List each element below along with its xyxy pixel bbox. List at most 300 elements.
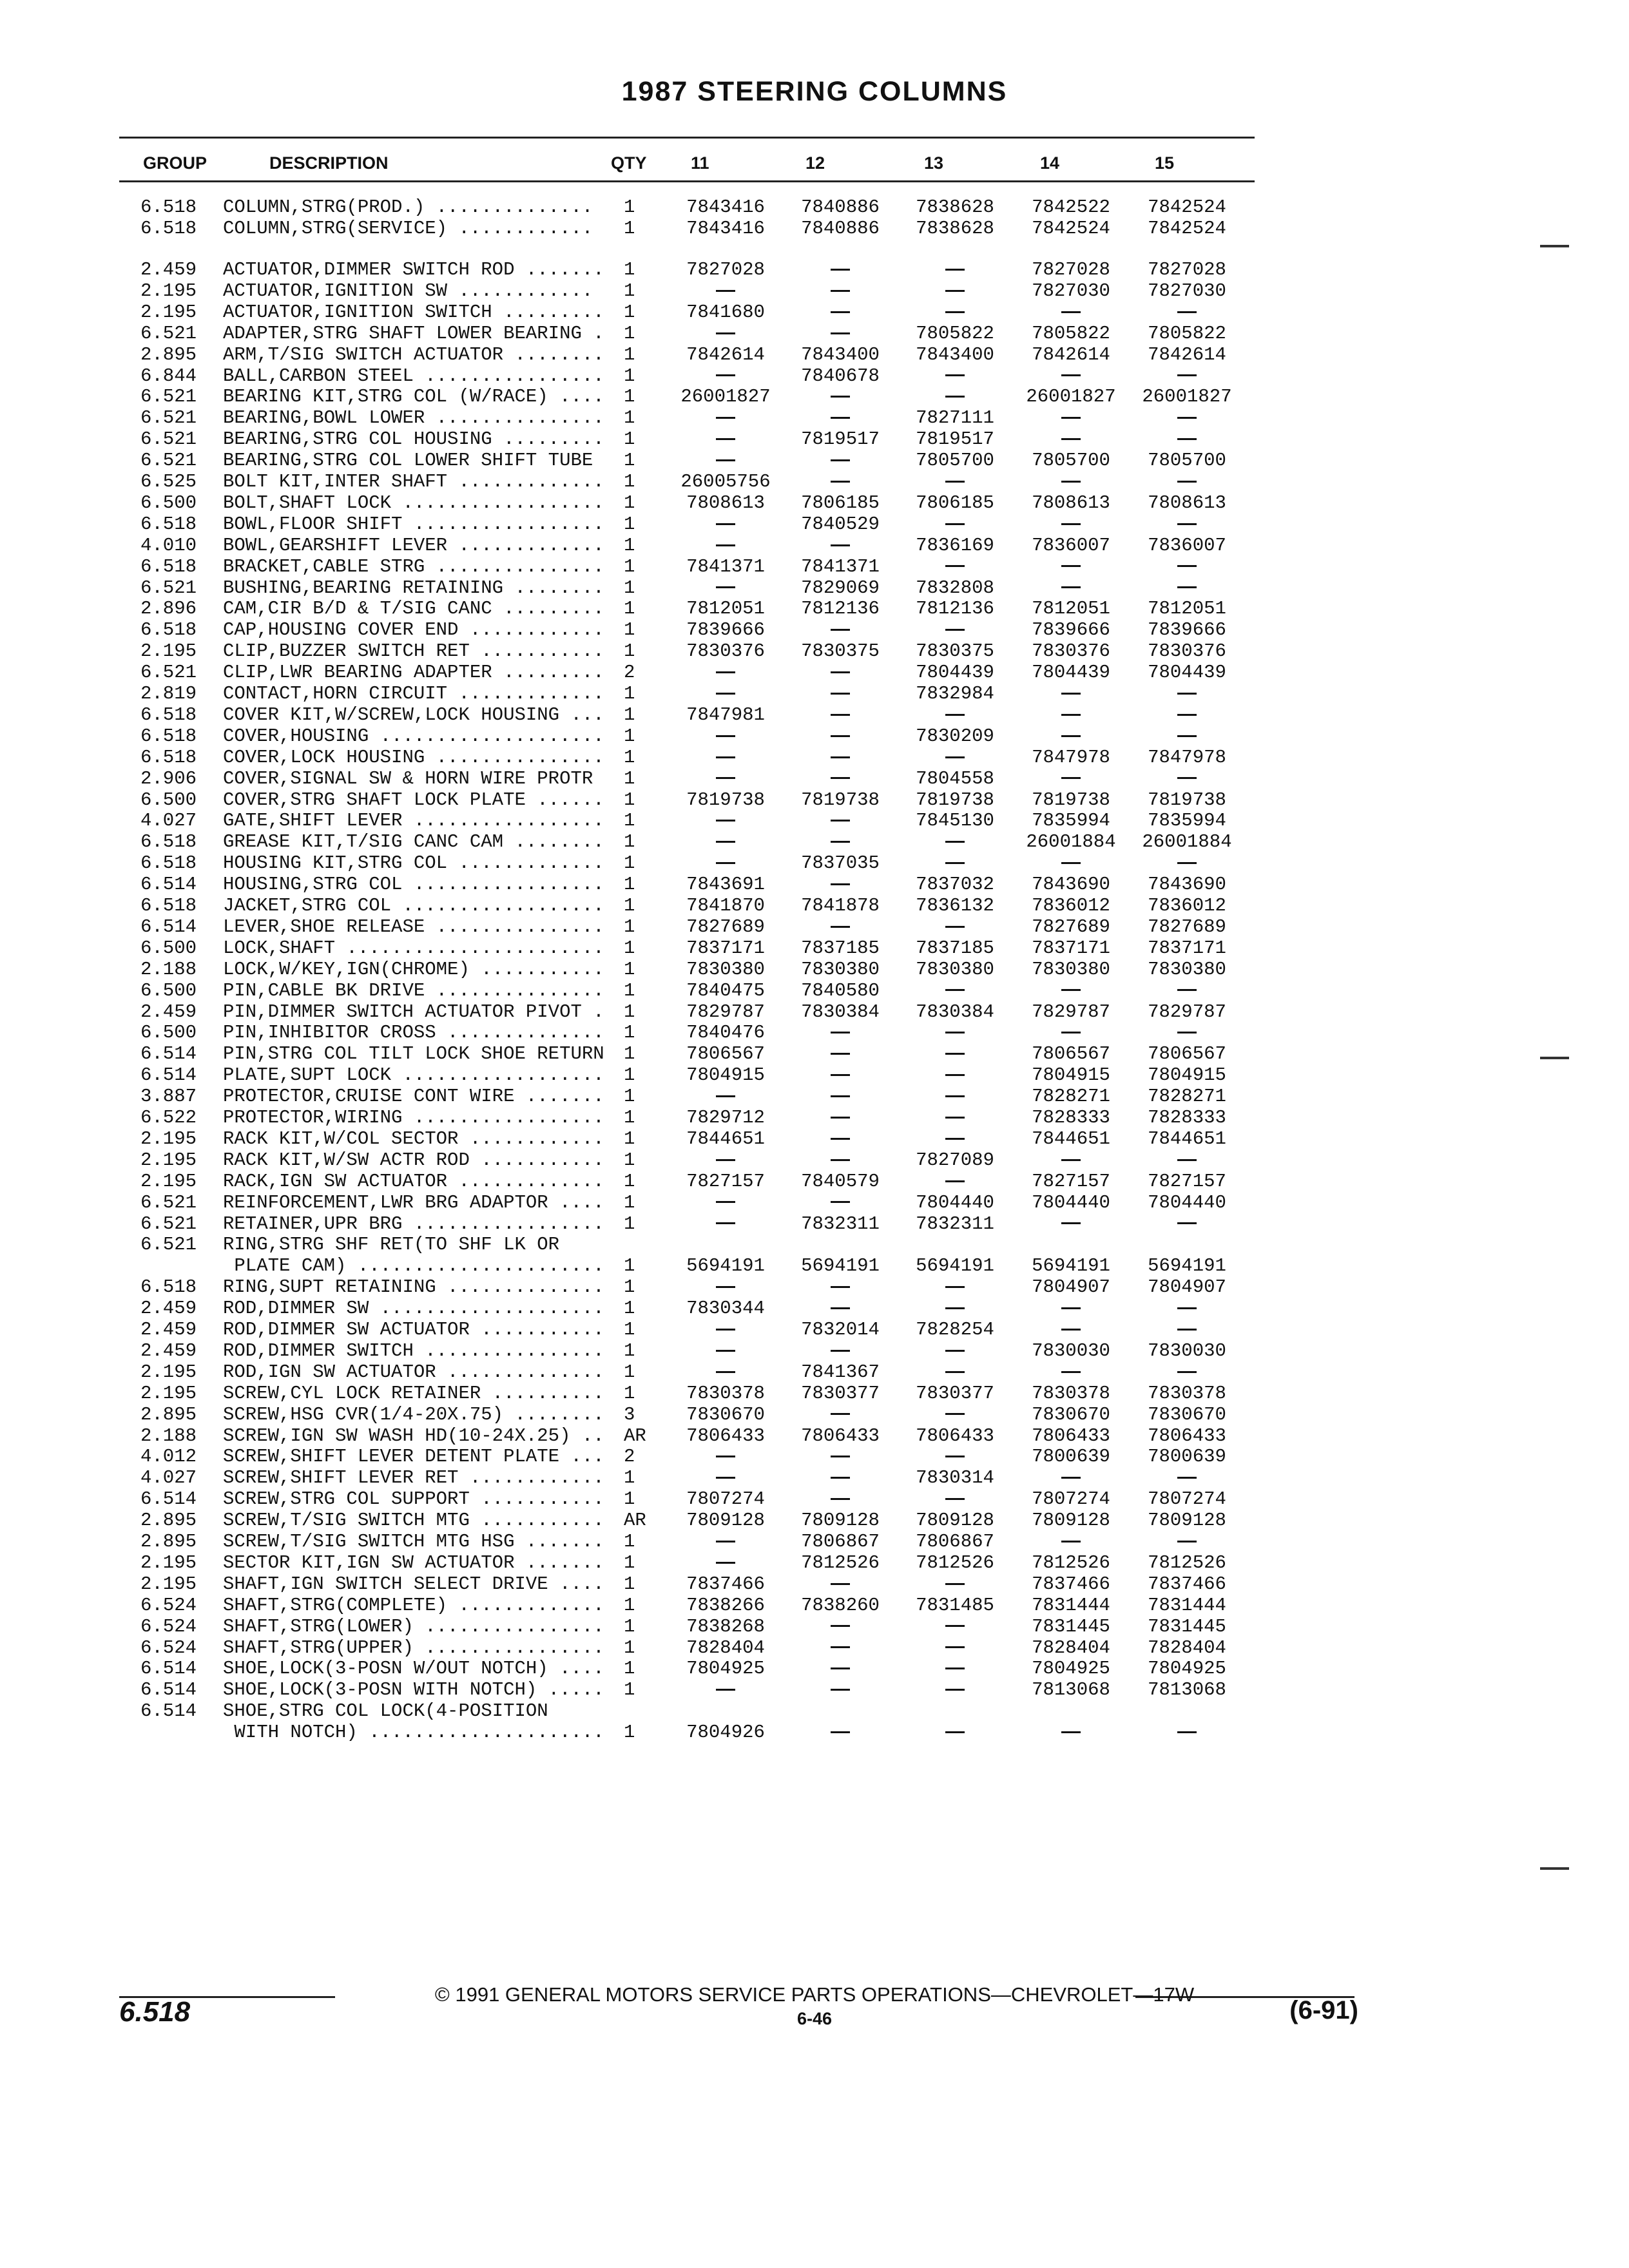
header-col-15: 15 xyxy=(1155,153,1175,173)
group-code: 6.500 xyxy=(140,937,197,959)
not-applicable-dash xyxy=(668,662,784,683)
part-number-col-11: 7843416 xyxy=(686,197,765,218)
quantity: 1 xyxy=(624,1615,635,1637)
not-applicable-dash xyxy=(897,1086,1013,1107)
group-code: 6.521 xyxy=(140,1213,197,1235)
part-number-col-14: 7830376 xyxy=(1032,640,1110,662)
not-applicable-dash xyxy=(897,852,1013,874)
group-code: 4.027 xyxy=(140,1467,197,1489)
part-number-col-13: 7830209 xyxy=(916,725,994,747)
dash-mark xyxy=(1177,777,1197,779)
table-row xyxy=(0,662,1629,683)
dash-mark xyxy=(945,1646,965,1648)
part-description: COLUMN,STRG(SERVICE) ............ xyxy=(223,217,593,239)
table-row xyxy=(0,810,1629,831)
part-number-col-13: 7804439 xyxy=(916,662,994,684)
table-row xyxy=(0,768,1629,789)
table-row xyxy=(0,1149,1629,1171)
part-description: ACTUATOR,IGNITION SW ............ xyxy=(223,280,593,302)
part-number-col-12: 7840886 xyxy=(801,197,880,218)
not-applicable-dash xyxy=(897,1340,1013,1361)
table-row xyxy=(0,895,1629,916)
dash-mark xyxy=(831,1646,850,1648)
not-applicable-dash xyxy=(668,1086,784,1107)
part-number-col-15: 26001884 xyxy=(1142,831,1232,853)
table-row xyxy=(0,640,1629,662)
part-description: BEARING,BOWL LOWER ............... xyxy=(223,407,604,429)
not-applicable-dash xyxy=(897,980,1013,1001)
part-number-col-12: 7838260 xyxy=(801,1594,880,1616)
dash-mark xyxy=(945,1180,965,1182)
quantity: 1 xyxy=(624,1531,635,1553)
quantity: 1 xyxy=(624,428,635,450)
group-code: 6.514 xyxy=(140,916,197,937)
table-row xyxy=(0,1043,1629,1064)
quantity: 1 xyxy=(624,640,635,662)
part-description: PIN,CABLE BK DRIVE ............... xyxy=(223,979,604,1001)
not-applicable-dash xyxy=(897,386,1013,407)
part-number-col-13: 7843400 xyxy=(916,343,994,365)
part-description: PIN,INHIBITOR CROSS .............. xyxy=(223,1022,604,1044)
part-number-col-11: 7842614 xyxy=(686,343,765,365)
part-number-col-14: 7812051 xyxy=(1032,598,1110,620)
not-applicable-dash xyxy=(897,704,1013,726)
dash-mark xyxy=(945,1032,965,1033)
dash-mark xyxy=(1177,1032,1197,1033)
not-applicable-dash xyxy=(782,450,898,471)
not-applicable-dash xyxy=(782,1679,898,1700)
dash-mark xyxy=(945,926,965,928)
dash-mark xyxy=(831,1286,850,1288)
quantity: 1 xyxy=(624,301,635,323)
table-row xyxy=(0,218,1629,239)
not-applicable-dash xyxy=(782,1573,898,1595)
part-number-col-13: 7830314 xyxy=(916,1467,994,1489)
dash-mark xyxy=(831,481,850,483)
part-description: SECTOR KIT,IGN SW ACTUATOR ....... xyxy=(223,1552,604,1573)
dash-mark xyxy=(716,1371,735,1373)
part-description: COVER,LOCK HOUSING ............... xyxy=(223,746,604,768)
dash-mark xyxy=(945,565,965,567)
quantity: 1 xyxy=(624,979,635,1001)
part-number-col-13: 7809128 xyxy=(916,1510,994,1532)
quantity: 1 xyxy=(624,598,635,620)
part-number-col-11: 7830376 xyxy=(686,640,765,662)
part-description: RACK KIT,W/SW ACTR ROD ........... xyxy=(223,1149,604,1171)
dash-mark xyxy=(945,396,965,398)
group-code: 3.887 xyxy=(140,1086,197,1108)
not-applicable-dash xyxy=(1129,1022,1245,1043)
part-description: SHAFT,STRG(UPPER) ................ xyxy=(223,1637,604,1658)
part-number-col-12: 7837185 xyxy=(801,937,880,959)
not-applicable-dash xyxy=(1013,365,1129,387)
part-number-col-14: 7842614 xyxy=(1032,343,1110,365)
dash-mark xyxy=(831,1053,850,1055)
quantity: 1 xyxy=(624,1467,635,1489)
part-number-col-13: 7805700 xyxy=(916,450,994,472)
not-applicable-dash xyxy=(1129,1361,1245,1383)
part-description: WITH NOTCH) ..................... xyxy=(223,1722,604,1744)
dash-mark xyxy=(1177,1222,1197,1224)
dash-mark xyxy=(716,735,735,737)
table-row xyxy=(0,1658,1629,1679)
table-row xyxy=(0,1171,1629,1192)
not-applicable-dash xyxy=(1013,1361,1129,1383)
group-code: 6.514 xyxy=(140,1064,197,1086)
part-description: SCREW,SHIFT LEVER DETENT PLATE ... xyxy=(223,1446,604,1468)
dash-mark xyxy=(1061,1159,1081,1161)
part-number-col-11: 7804915 xyxy=(686,1064,765,1086)
dash-mark xyxy=(1177,1731,1197,1733)
part-number-col-13: 7812526 xyxy=(916,1552,994,1573)
part-number-col-12: 7830384 xyxy=(801,1001,880,1023)
table-row xyxy=(0,1446,1629,1467)
group-code: 2.906 xyxy=(140,767,197,789)
part-number-col-11: 7829787 xyxy=(686,1001,765,1023)
dash-mark xyxy=(1061,311,1081,313)
part-number-col-15: 7837466 xyxy=(1148,1573,1226,1595)
not-applicable-dash xyxy=(1013,768,1129,789)
quantity: 1 xyxy=(624,619,635,641)
dash-mark xyxy=(1061,1541,1081,1542)
dash-mark xyxy=(831,311,850,313)
table-row xyxy=(0,514,1629,535)
part-number-col-14: 7828404 xyxy=(1032,1637,1110,1658)
group-code: 6.500 xyxy=(140,492,197,514)
dash-mark xyxy=(945,1286,965,1288)
quantity: 1 xyxy=(624,1722,635,1744)
part-number-col-13: 7838628 xyxy=(916,217,994,239)
quantity: 1 xyxy=(624,789,635,811)
dash-mark xyxy=(831,1689,850,1691)
part-description: RACK,IGN SW ACTUATOR ............. xyxy=(223,1170,604,1192)
dash-mark xyxy=(945,311,965,313)
part-number-col-14: 7828271 xyxy=(1032,1086,1110,1108)
part-number-col-15: 7836007 xyxy=(1148,534,1226,556)
not-applicable-dash xyxy=(782,1192,898,1213)
part-number-col-13: 7830380 xyxy=(916,958,994,980)
not-applicable-dash xyxy=(897,1679,1013,1700)
not-applicable-dash xyxy=(1129,556,1245,577)
group-code: 2.459 xyxy=(140,1298,197,1320)
part-number-col-14: 7847978 xyxy=(1032,746,1110,768)
dash-mark xyxy=(945,989,965,991)
part-number-col-14: 7842524 xyxy=(1032,217,1110,239)
not-applicable-dash xyxy=(1129,683,1245,704)
quantity: 1 xyxy=(624,1637,635,1658)
not-applicable-dash xyxy=(668,831,784,852)
dash-mark xyxy=(945,841,965,843)
part-number-col-11: 7838266 xyxy=(686,1594,765,1616)
part-number-col-12: 7806867 xyxy=(801,1531,880,1553)
part-description: SCREW,HSG CVR(1/4-20X.75) ........ xyxy=(223,1403,604,1425)
part-description: REINFORCEMENT,LWR BRG ADAPTOR .... xyxy=(223,1191,604,1213)
dash-mark xyxy=(945,756,965,758)
table-row xyxy=(0,619,1629,640)
not-applicable-dash xyxy=(782,704,898,726)
group-code: 4.012 xyxy=(140,1446,197,1468)
not-applicable-dash xyxy=(782,535,898,556)
not-applicable-dash xyxy=(897,1616,1013,1637)
dash-mark xyxy=(716,1329,735,1331)
dash-mark xyxy=(1177,481,1197,483)
part-number-col-13: 7806867 xyxy=(916,1531,994,1553)
not-applicable-dash xyxy=(897,259,1013,280)
part-number-col-12: 7806185 xyxy=(801,492,880,514)
group-code: 6.514 xyxy=(140,874,197,896)
dash-mark xyxy=(831,1095,850,1097)
group-code: 4.027 xyxy=(140,810,197,832)
group-code: 6.500 xyxy=(140,1022,197,1044)
table-row xyxy=(0,1319,1629,1340)
not-applicable-dash xyxy=(1013,514,1129,535)
group-code: 6.518 xyxy=(140,831,197,853)
quantity: 1 xyxy=(624,197,635,218)
dash-mark xyxy=(716,777,735,779)
table-row xyxy=(0,471,1629,492)
dash-mark xyxy=(716,1689,735,1691)
part-number-col-15: 7847978 xyxy=(1148,746,1226,768)
quantity: 1 xyxy=(624,1107,635,1129)
not-applicable-dash xyxy=(668,1192,784,1213)
dash-mark xyxy=(1061,714,1081,716)
quantity: AR xyxy=(624,1510,646,1532)
not-applicable-dash xyxy=(897,280,1013,302)
dash-mark xyxy=(945,481,965,483)
quantity: 1 xyxy=(624,937,635,959)
dash-mark xyxy=(831,290,850,292)
header-description: DESCRIPTION xyxy=(269,153,389,173)
part-number-col-15: 7839666 xyxy=(1148,619,1226,641)
dash-mark xyxy=(716,841,735,843)
not-applicable-dash xyxy=(782,323,898,344)
not-applicable-dash xyxy=(782,1298,898,1319)
quantity: 1 xyxy=(624,555,635,577)
part-description: LOCK,W/KEY,IGN(CHROME) ........... xyxy=(223,958,604,980)
part-number-col-13: 7832984 xyxy=(916,683,994,705)
part-number-col-11: 7841371 xyxy=(686,555,765,577)
not-applicable-dash xyxy=(668,683,784,704)
dash-mark xyxy=(831,756,850,758)
part-number-col-15: 7828404 xyxy=(1148,1637,1226,1658)
quantity: 1 xyxy=(624,386,635,408)
part-number-col-13: 7836169 xyxy=(916,534,994,556)
part-number-col-11: 7840476 xyxy=(686,1022,765,1044)
part-number-col-14: 7806433 xyxy=(1032,1425,1110,1446)
part-number-col-14: 7800639 xyxy=(1032,1446,1110,1468)
group-code: 2.895 xyxy=(140,1403,197,1425)
dash-mark xyxy=(716,1456,735,1457)
part-number-col-15: 7830380 xyxy=(1148,958,1226,980)
dash-mark xyxy=(831,332,850,334)
dash-mark xyxy=(1061,1329,1081,1331)
dash-mark xyxy=(831,1583,850,1585)
part-description: CAP,HOUSING COVER END ............ xyxy=(223,619,604,641)
group-code: 2.195 xyxy=(140,1149,197,1171)
dash-mark xyxy=(945,714,965,716)
part-number-col-14: 7830670 xyxy=(1032,1403,1110,1425)
not-applicable-dash xyxy=(1013,302,1129,323)
quantity: 1 xyxy=(624,1191,635,1213)
part-number-col-14: 7830380 xyxy=(1032,958,1110,980)
not-applicable-dash xyxy=(897,471,1013,492)
quantity: 1 xyxy=(624,1043,635,1065)
part-description: BOLT KIT,INTER SHAFT ............. xyxy=(223,471,604,493)
not-applicable-dash xyxy=(1129,1298,1245,1319)
not-applicable-dash xyxy=(782,619,898,640)
table-row xyxy=(0,1022,1629,1043)
part-number-col-11: 7827157 xyxy=(686,1170,765,1192)
dash-mark xyxy=(831,1350,850,1352)
part-number-col-11: 7829712 xyxy=(686,1107,765,1129)
group-code: 6.514 xyxy=(140,1700,197,1722)
part-description: GATE,SHIFT LEVER ................. xyxy=(223,810,604,832)
part-number-col-13: 7804440 xyxy=(916,1191,994,1213)
quantity: 1 xyxy=(624,704,635,726)
part-number-col-12: 7809128 xyxy=(801,1510,880,1532)
group-code: 2.195 xyxy=(140,1573,197,1595)
not-applicable-dash xyxy=(1013,1022,1129,1043)
not-applicable-dash xyxy=(897,514,1013,535)
dash-mark xyxy=(716,693,735,695)
group-code: 6.524 xyxy=(140,1615,197,1637)
dash-mark xyxy=(1061,693,1081,695)
part-number-col-15: 7829787 xyxy=(1148,1001,1226,1023)
part-number-col-13: 7832311 xyxy=(916,1213,994,1235)
table-row xyxy=(0,1192,1629,1213)
part-number-col-12: 7841371 xyxy=(801,555,880,577)
table-row xyxy=(0,1383,1629,1404)
dash-mark xyxy=(831,1731,850,1733)
table-row xyxy=(0,386,1629,407)
quantity: 2 xyxy=(624,662,635,684)
group-code: 6.518 xyxy=(140,746,197,768)
dash-mark xyxy=(1177,438,1197,440)
part-number-col-14: 7828333 xyxy=(1032,1107,1110,1129)
dash-mark xyxy=(831,1477,850,1479)
dash-mark xyxy=(1061,1371,1081,1373)
group-code: 6.521 xyxy=(140,1191,197,1213)
part-number-col-15: 7813068 xyxy=(1148,1679,1226,1701)
group-code: 6.522 xyxy=(140,1107,197,1129)
group-code: 6.514 xyxy=(140,1488,197,1510)
quantity: 1 xyxy=(624,1128,635,1149)
group-code: 2.459 xyxy=(140,259,197,281)
part-description: BEARING,STRG COL LOWER SHIFT TUBE xyxy=(223,450,593,472)
dash-mark xyxy=(716,417,735,419)
dash-mark xyxy=(716,1201,735,1203)
part-description: SHAFT,IGN SWITCH SELECT DRIVE .... xyxy=(223,1573,604,1595)
part-number-col-11: 7844651 xyxy=(686,1128,765,1149)
part-number-col-12: 7841367 xyxy=(801,1361,880,1383)
part-number-col-14: 7830030 xyxy=(1032,1340,1110,1361)
quantity: 1 xyxy=(624,1594,635,1616)
group-code: 2.195 xyxy=(140,1552,197,1573)
header-bottom-rule xyxy=(119,180,1255,182)
part-number-col-12: 7812526 xyxy=(801,1552,880,1573)
dash-mark xyxy=(831,820,850,822)
dash-mark xyxy=(1177,714,1197,716)
dash-mark xyxy=(1177,1159,1197,1161)
not-applicable-dash xyxy=(668,323,784,344)
group-code: 2.195 xyxy=(140,1361,197,1383)
not-applicable-dash xyxy=(782,1722,898,1743)
quantity: 1 xyxy=(624,1488,635,1510)
part-description: BRACKET,CABLE STRG ............... xyxy=(223,555,604,577)
part-number-col-14: 7835994 xyxy=(1032,810,1110,832)
part-number-col-13: 7838628 xyxy=(916,197,994,218)
dash-mark xyxy=(831,1498,850,1500)
dash-mark xyxy=(945,1074,965,1076)
part-number-col-11: 7807274 xyxy=(686,1488,765,1510)
dash-mark xyxy=(945,1053,965,1055)
table-row xyxy=(0,535,1629,556)
table-row xyxy=(0,1213,1629,1235)
not-applicable-dash xyxy=(668,1531,784,1552)
part-number-col-12: 7830375 xyxy=(801,640,880,662)
table-row xyxy=(0,1255,1629,1276)
table-row xyxy=(0,302,1629,323)
table-row xyxy=(0,598,1629,619)
group-code: 2.195 xyxy=(140,640,197,662)
part-number-col-15: 7806567 xyxy=(1148,1043,1226,1065)
not-applicable-dash xyxy=(897,1404,1013,1425)
not-applicable-dash xyxy=(1013,556,1129,577)
not-applicable-dash xyxy=(1129,1213,1245,1235)
table-row xyxy=(0,1086,1629,1107)
part-number-col-14: 7829787 xyxy=(1032,1001,1110,1023)
not-applicable-dash xyxy=(668,1446,784,1467)
part-number-col-13: 7837185 xyxy=(916,937,994,959)
dash-mark xyxy=(945,290,965,292)
table-row xyxy=(0,428,1629,450)
group-code: 6.525 xyxy=(140,471,197,493)
quantity: 1 xyxy=(624,280,635,302)
not-applicable-dash xyxy=(897,1043,1013,1064)
table-row xyxy=(0,980,1629,1001)
part-number-col-15: 26001827 xyxy=(1142,386,1232,408)
group-code: 4.010 xyxy=(140,534,197,556)
dash-mark xyxy=(1177,1371,1197,1373)
table-row xyxy=(0,1340,1629,1361)
table-row xyxy=(0,1234,1629,1255)
dash-mark xyxy=(1177,523,1197,525)
not-applicable-dash xyxy=(782,726,898,747)
not-applicable-dash xyxy=(1129,852,1245,874)
dash-mark xyxy=(945,1731,965,1733)
not-applicable-dash xyxy=(1013,704,1129,726)
not-applicable-dash xyxy=(897,831,1013,852)
not-applicable-dash xyxy=(897,916,1013,937)
not-applicable-dash xyxy=(668,1213,784,1235)
part-number-col-15: 7804925 xyxy=(1148,1658,1226,1680)
part-number-col-14: 7808613 xyxy=(1032,492,1110,514)
part-number-col-14: 5694191 xyxy=(1032,1255,1110,1277)
header-col-14: 14 xyxy=(1040,153,1060,173)
dash-mark xyxy=(1061,989,1081,991)
dash-mark xyxy=(716,1541,735,1542)
part-description: ACTUATOR,IGNITION SWITCH ......... xyxy=(223,301,604,323)
quantity: 1 xyxy=(624,577,635,599)
not-applicable-dash xyxy=(897,302,1013,323)
not-applicable-dash xyxy=(1129,704,1245,726)
margin-mark xyxy=(1540,1867,1569,1870)
not-applicable-dash xyxy=(782,471,898,492)
not-applicable-dash xyxy=(782,683,898,704)
part-number-col-14: 7831444 xyxy=(1032,1594,1110,1616)
part-description: BOLT,SHAFT LOCK .................. xyxy=(223,492,604,514)
part-number-col-14: 7827030 xyxy=(1032,280,1110,302)
